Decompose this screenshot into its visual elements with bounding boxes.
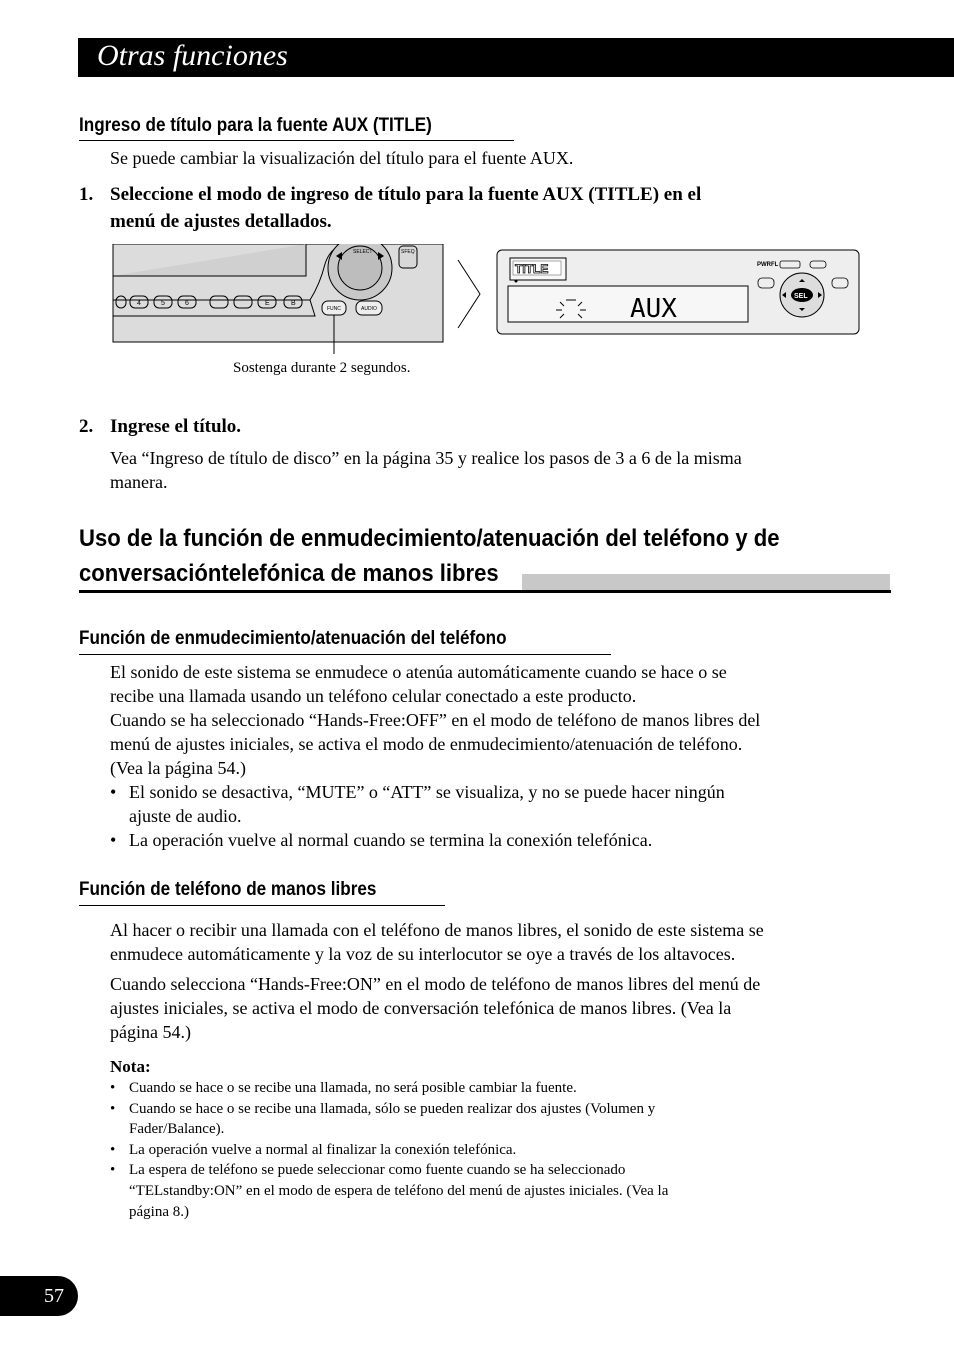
handsfree-p2-line-3: página 54.)	[110, 1022, 191, 1042]
handsfree-p2-line-1: Cuando selecciona “Hands-Free:ON” en el modo de teléfono de manos libres del menú de	[110, 974, 761, 994]
svg-text:4: 4	[137, 300, 141, 307]
pwrfl-label: PWRFL	[757, 262, 779, 268]
display-illustration	[497, 250, 859, 334]
mute-bullet-1-line-1: El sonido se desactiva, “MUTE” o “ATT” se visualiza, y no se puede hacer ningún	[129, 782, 725, 802]
step-2-number: 2.	[79, 416, 94, 437]
note-3-line-1: La operación vuelve a normal al finalizar la conexión telefónica.	[129, 1142, 517, 1158]
mute-p2-line-3: (Vea la página 54.)	[110, 758, 246, 778]
mute-bullet-2-marker: •	[110, 830, 117, 850]
note-1-marker: •	[110, 1080, 116, 1096]
note-4-line-2: “TELstandby:ON” en el modo de espera de teléfono del menú de ajustes iniciales. (Vea la	[129, 1183, 669, 1199]
svg-text:E: E	[265, 300, 270, 307]
mute-bullet-2-line-1: La operación vuelve al normal cuando se termina la conexión telefónica.	[129, 830, 653, 850]
page-header-title: Otras funciones	[97, 39, 288, 72]
section-heading-aux-title: Ingreso de título para la fuente AUX (TITLE)	[79, 115, 432, 136]
title-badge-text: TITLE	[515, 262, 549, 276]
subheading-underline	[79, 654, 611, 655]
handsfree-p1-line-2: enmudece automáticamente y la voz de su interlocutor se oye a través de los altavoces.	[110, 944, 736, 964]
subheading-handsfree: Función de teléfono de manos libres	[79, 879, 377, 900]
note-2-line-1: Cuando se hace o se recibe una llamada, sólo se pueden realizar dos ajustes (Volumen y	[129, 1101, 656, 1117]
subheading-mute: Función de enmudecimiento/atenuación del teléfono	[79, 628, 507, 649]
page-number: 57	[0, 1276, 78, 1316]
note-4-line-3: página 8.)	[129, 1204, 189, 1220]
aux-title-figure	[110, 244, 870, 386]
note-2-marker: •	[110, 1101, 116, 1117]
svg-text:B: B	[291, 300, 296, 307]
aux-title-intro: Se puede cambiar la visualización del título para el fuente AUX.	[110, 148, 574, 168]
step-2-title: Ingrese el título.	[110, 416, 242, 437]
heading-underline	[79, 140, 514, 141]
figure-caption: Sostenga durante 2 segundos.	[233, 360, 411, 376]
subheading-underline-2	[79, 905, 445, 906]
sfeq-label: SFEQ	[401, 249, 415, 255]
mute-p1-line-2: recibe una llamada usando un teléfono celular conectado a este producto.	[110, 686, 637, 706]
display-aux-text: AUX	[630, 294, 677, 324]
audio-label: AUDIO	[361, 306, 377, 312]
note-1-line-1: Cuando se hace o se recibe una llamada, no será posible cambiar la fuente.	[129, 1080, 577, 1096]
mute-p2-line-1: Cuando se ha seleccionado “Hands-Free:OFF” en el modo de teléfono de manos libres del	[110, 710, 761, 730]
sel-label: SEL	[794, 293, 808, 300]
note-3-marker: •	[110, 1142, 116, 1158]
handsfree-p1-line-1: Al hacer o recibir una llamada con el teléfono de manos libres, el sonido de este sistema se	[110, 920, 764, 940]
svg-text:6: 6	[185, 300, 189, 307]
mute-p1-line-1: El sonido de este sistema se enmudece o atenúa automáticamente cuando se hace o se	[110, 662, 727, 682]
note-2-line-2: Fader/Balance).	[129, 1121, 225, 1137]
heading-shade	[522, 574, 890, 590]
section-heading-phone-line-2: conversacióntelefónica de manos libres	[79, 560, 499, 587]
handsfree-p2-line-2: ajustes iniciales, se activa el modo de conversación telefónica de manos libres. (Vea la	[110, 998, 732, 1018]
select-label: SELECT	[353, 249, 373, 255]
step-1-number: 1.	[79, 184, 94, 205]
mute-bullet-1-marker: •	[110, 782, 117, 802]
step-2-line-2: manera.	[110, 472, 168, 492]
svg-text:5: 5	[161, 300, 165, 307]
note-title: Nota:	[110, 1057, 151, 1076]
head-unit-illustration	[113, 244, 443, 354]
note-4-marker: •	[110, 1162, 116, 1178]
step-1-line-1: Seleccione el modo de ingreso de título para la fuente AUX (TITLE) en el	[110, 184, 702, 205]
func-label: FUNC	[327, 306, 341, 312]
step-1-line-2: menú de ajustes detallados.	[110, 211, 332, 232]
mute-bullet-1-line-2: ajuste de audio.	[129, 806, 242, 826]
arrow-chevron-icon	[458, 260, 480, 328]
note-4-line-1: La espera de teléfono se puede seleccionar como fuente cuando se ha seleccionado	[129, 1162, 626, 1178]
step-2-line-1: Vea “Ingreso de título de disco” en la página 35 y realice los pasos de 3 a 6 de la misma	[110, 448, 742, 468]
section-heading-phone-line-1: Uso de la función de enmudecimiento/atenuación del teléfono y de	[79, 525, 780, 552]
mute-p2-line-2: menú de ajustes iniciales, se activa el modo de enmudecimiento/atenuación de teléfono.	[110, 734, 743, 754]
